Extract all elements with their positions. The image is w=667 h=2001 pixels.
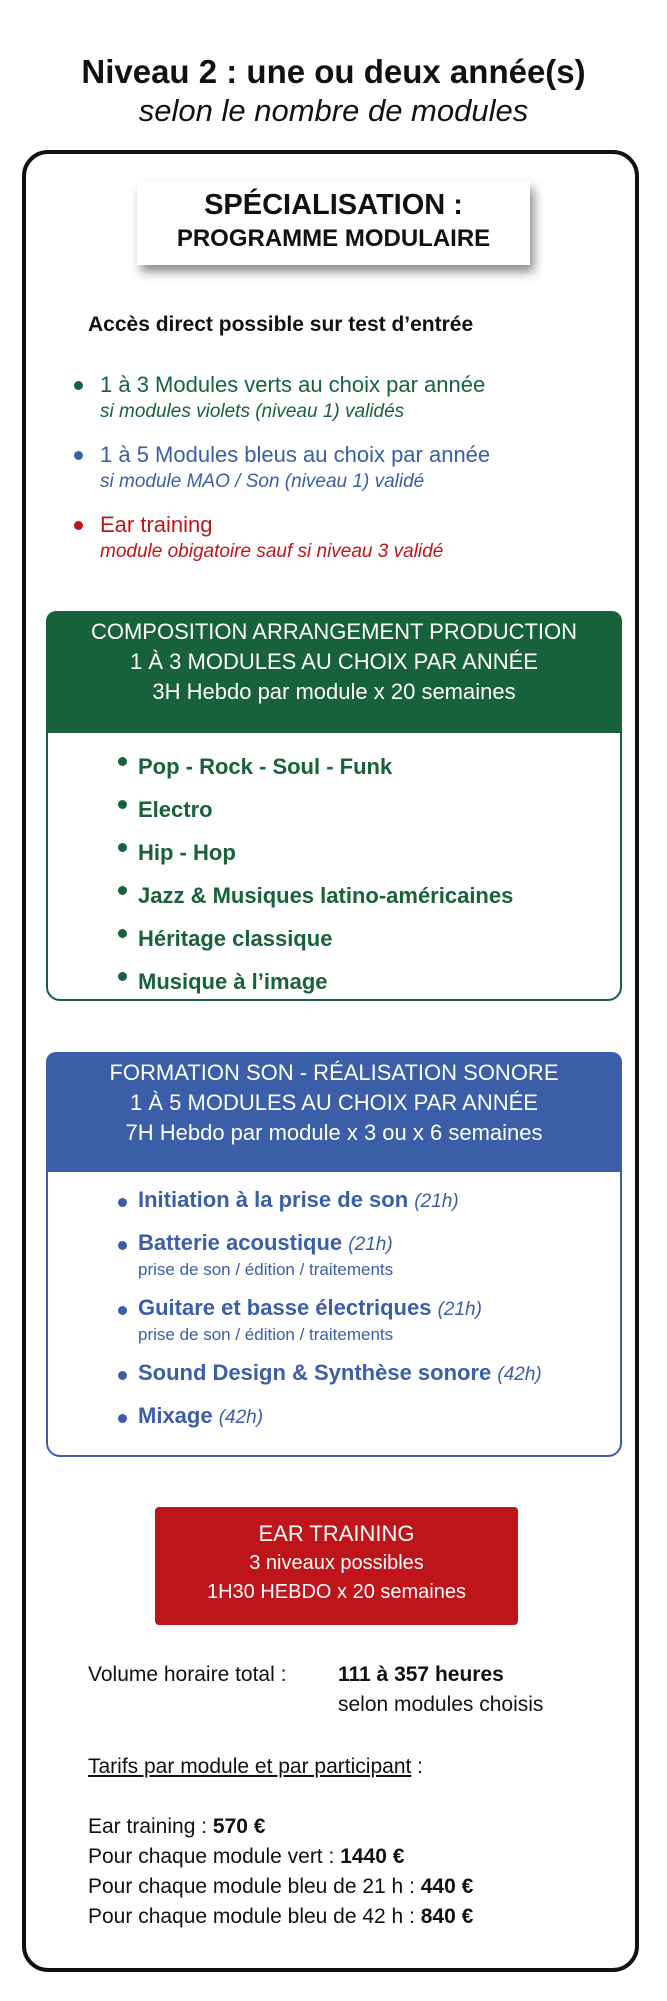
bullet-main: 1 à 5 Modules bleus au choix par année (100, 442, 491, 467)
bullet-dot-icon (118, 886, 127, 895)
specialisation-banner (137, 181, 530, 265)
tarif-row: Ear training : 570 € (88, 1815, 266, 1838)
volume-value: 111 à 357 heures (338, 1663, 504, 1686)
volume-value-block (338, 1660, 543, 1720)
list-item: Pop - Rock - Soul - Funk (48, 745, 620, 788)
specialisation-subtitle: PROGRAMME MODULAIRE (176, 225, 491, 252)
bullet-dot-icon (74, 451, 83, 460)
tarif-row: Pour chaque module bleu de 21 h : 440 € (88, 1875, 474, 1898)
ear-training-schedule: 1H30 HEBDO x 20 semaines (206, 1581, 466, 1603)
bullet-sub: module obigatoire sauf si niveau 3 validé (100, 541, 444, 562)
volume-note: selon modules choisis (338, 1693, 544, 1716)
bullet-dot-icon (118, 1371, 127, 1380)
bullet-dot-icon (118, 1414, 127, 1423)
formation-header-line: 1 À 5 MODULES AU CHOIX PAR ANNÉE (130, 1090, 538, 1115)
tarifs-heading: Tarifs par module et par participant : (88, 1755, 423, 1778)
tarif-row: Pour chaque module bleu de 42 h : 840 € (88, 1905, 474, 1928)
ear-training-levels: 3 niveaux possibles (249, 1552, 424, 1574)
ear-training-box (155, 1507, 518, 1625)
composition-box (46, 611, 622, 1001)
specialisation-title: SPÉCIALISATION : (204, 189, 463, 221)
bullet-main: Ear training (100, 512, 213, 537)
list-item: Mixage (42h) (48, 1402, 620, 1432)
formation-header (46, 1052, 622, 1172)
access-note: Accès direct possible sur test d’entrée (88, 313, 474, 336)
list-item: Héritage classique (48, 917, 620, 960)
bullet-dot-icon (118, 1241, 127, 1250)
composition-header (46, 611, 622, 733)
bullet-green-modules (74, 371, 485, 425)
bullet-dot-icon (118, 800, 127, 809)
composition-header-line: COMPOSITION ARRANGEMENT PRODUCTION (90, 619, 578, 644)
bullet-dot-icon (118, 1198, 127, 1207)
tarif-row: Pour chaque module vert : 1440 € (88, 1845, 405, 1868)
bullet-main: 1 à 3 Modules verts au choix par année (100, 372, 486, 397)
volume-label: Volume horaire total : (88, 1663, 287, 1686)
bullet-dot-icon (118, 972, 127, 981)
list-item: Electro (48, 788, 620, 831)
page-subtitle: selon le nombre de modules (138, 93, 529, 128)
list-item: Initiation à la prise de son (21h) (48, 1186, 620, 1216)
bullet-dot-icon (118, 929, 127, 938)
composition-header-line: 1 À 3 MODULES AU CHOIX PAR ANNÉE (130, 649, 538, 674)
list-item: Jazz & Musiques latino-américaines (48, 874, 620, 917)
formation-box (46, 1052, 622, 1457)
page-heading (0, 52, 667, 130)
bullet-dot-icon (118, 843, 127, 852)
tarifs-title: Tarifs par module et par participant (88, 1755, 412, 1778)
bullet-sub: si module MAO / Son (niveau 1) validé (100, 471, 425, 492)
bullet-dot-icon (74, 521, 83, 530)
page-title: Niveau 2 : une ou deux année(s) (81, 53, 586, 90)
bullet-ear-training (74, 511, 443, 565)
list-item: Hip - Hop (48, 831, 620, 874)
bullet-dot-icon (118, 757, 127, 766)
list-item: Guitare et basse électriques (21h) prise de son / édition / traitements (48, 1294, 620, 1346)
bullet-dot-icon (118, 1306, 127, 1315)
ear-training-title: EAR TRAINING (258, 1521, 415, 1546)
bullet-blue-modules (74, 441, 490, 495)
tarifs-section (88, 1752, 648, 1932)
composition-header-line: 3H Hebdo par module x 20 semaines (152, 679, 516, 704)
composition-list (48, 745, 620, 1003)
bullet-sub: si modules violets (niveau 1) validés (100, 401, 405, 422)
bullet-dot-icon (74, 381, 83, 390)
list-item: Musique à l’image (48, 960, 620, 1003)
list-item: Sound Design & Synthèse sonore (42h) (48, 1359, 620, 1389)
formation-list (48, 1186, 620, 1432)
formation-header-line: FORMATION SON - RÉALISATION SONORE (109, 1060, 559, 1085)
formation-header-line: 7H Hebdo par module x 3 ou x 6 semaines (125, 1120, 543, 1145)
list-item: Batterie acoustique (21h) prise de son / édition / traitements (48, 1229, 620, 1281)
